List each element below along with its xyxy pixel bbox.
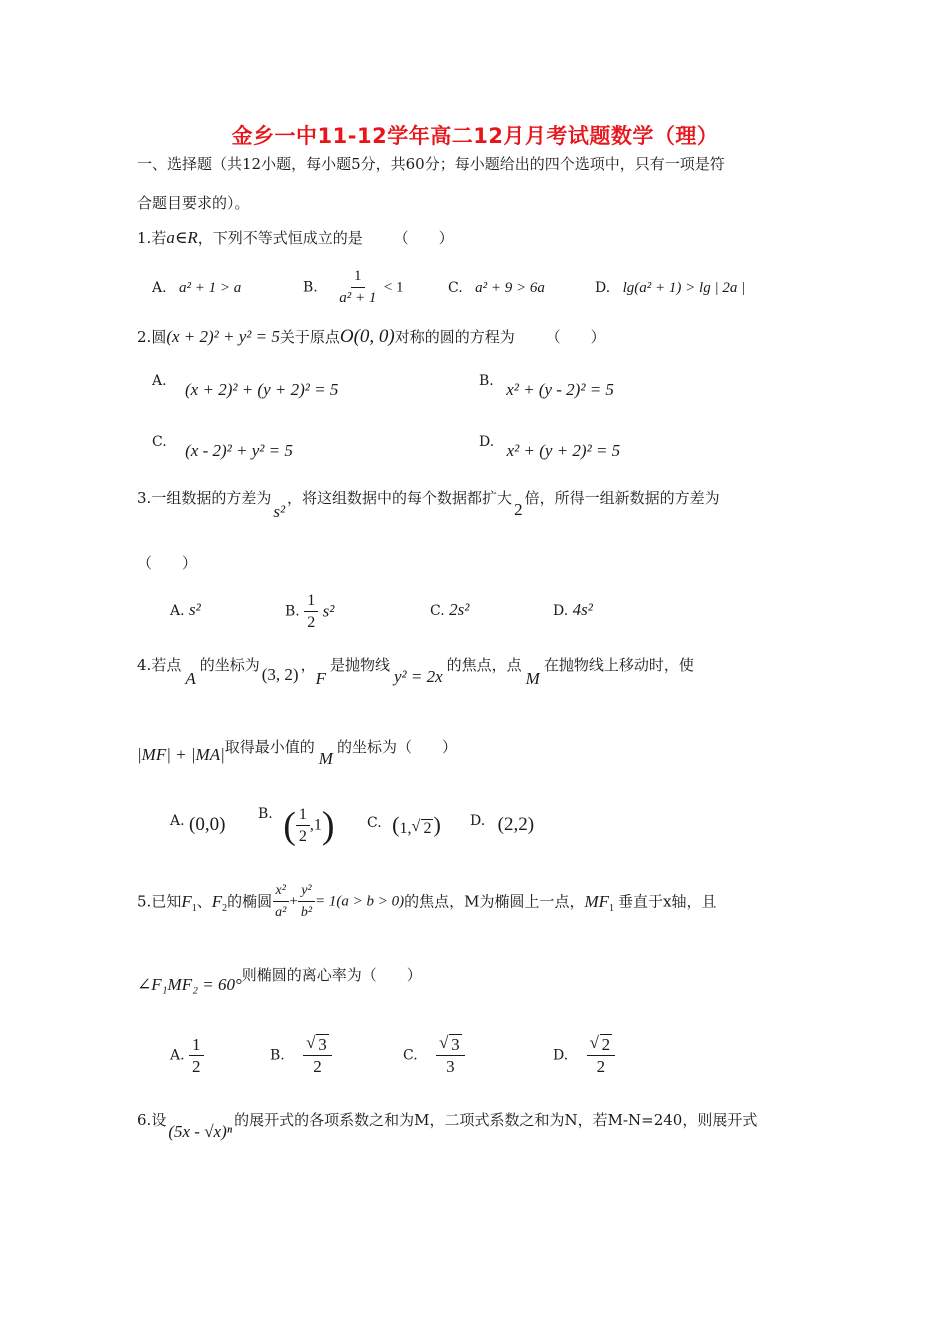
q1-option-b [303,266,404,309]
option-label: C. [448,280,463,296]
fraction-y: $\frac{\text{y²}}{\text{b²}}$ [298,880,315,923]
denominator: 2 [313,1057,322,1076]
q4-text2: 的坐标为 [199,656,260,674]
q5-f2: $F_2$ [211,891,228,914]
option-label: D. [479,434,495,450]
right-paren: ) [433,812,441,837]
option-math: s² [189,600,201,619]
fraction [304,590,318,633]
q3-answer-paren: （ ） [137,554,198,572]
q2-option-d [479,431,621,460]
q5-sep: 、 [196,892,212,911]
q2-mid: 关于原点 [279,328,340,346]
option-pre: 1, [399,820,412,837]
option-math: (0,0) [189,814,226,835]
q4-text6: 取得最小值的 [224,738,315,756]
option-label: A. [170,603,185,619]
q4-option-c [367,810,441,837]
q6-text2: 的展开式的各项系数之和为M，二项式系数之和为N，若M-N=240，则展开式 [234,1111,758,1129]
q5-text3: 的焦点，M为椭圆上一点， [404,892,585,911]
q1-pre: 若 [151,229,167,247]
q3-option-a [170,600,201,621]
q5-option-b [270,1034,332,1077]
option-label: B. [258,806,273,822]
question-1 [137,228,454,248]
fraction [303,1034,332,1077]
option-label: D. [553,603,569,619]
q4-focus: F [315,669,326,688]
option-tail: ,1 [309,816,322,834]
option-label: D. [470,813,486,829]
q1-option-a [152,278,241,298]
q4-point-m2: M [318,749,333,768]
option-label: C. [430,603,445,619]
denominator: 3 [446,1057,455,1076]
sqrt-symbol: √ [439,1033,449,1052]
question-5-line2 [137,965,422,994]
q2-option-a [152,370,339,399]
question-4 [137,655,815,688]
numerator: 1 [351,266,365,288]
q4-number: 4. [137,656,152,674]
q6-number: 6. [137,1111,152,1129]
denominator: 2 [307,614,316,631]
q1-option-d [595,278,745,298]
q4-text3: 是抛物线 [329,656,390,674]
q4-option-b [258,804,335,847]
numerator: 1 [304,590,318,612]
q1-option-c [448,278,545,298]
q5-equation-tail: = 1(a > b > 0) [315,893,405,910]
left-paren: ( [392,812,400,837]
q5-option-a [170,1034,204,1077]
denominator: 2 [596,1057,606,1076]
left-paren: ( [283,804,296,847]
q3-option-b [285,590,334,633]
option-label: C. [403,1047,418,1064]
q4-parabola: y² = 2x [393,667,443,686]
option-label: C. [152,434,167,450]
fraction-x: $\frac{\text{x²}}{\text{a²}}$ [272,880,289,923]
option-math: (2,2) [497,814,535,835]
q3-text1: 一组数据的方差为 [151,489,272,507]
q3-variance: s² [273,502,286,521]
q2-answer-paren: （ ） [545,328,606,346]
option-label: C. [367,815,382,831]
question-6 [137,1110,758,1141]
option-math: x² + (y + 2)² = 5 [506,441,621,460]
fraction [436,1034,465,1077]
radicand: 3 [318,1035,327,1054]
numerator [303,1034,332,1056]
q4-point-m: M [525,669,540,688]
q3-option-d [553,600,593,621]
option-math: (x - 2)² + y² = 5 [185,441,293,460]
q4-expression: |MF| + |MA| [137,745,225,764]
q5-text2: 的椭圆 [227,892,273,911]
option-label: A. [170,813,185,829]
q6-text1: 设 [151,1111,167,1129]
q4-option-d [470,810,535,835]
q4-text4: 的焦点，点 [446,656,522,674]
option-label: B. [270,1047,285,1064]
fraction [587,1034,616,1077]
q3-text3: 倍，所得一组新数据的方差为 [524,489,720,507]
option-label: D. [595,280,611,296]
option-math: a² + 9 > 6a [475,280,545,296]
q2-option-c [152,431,293,460]
q3-option-c [430,600,469,621]
sqrt [411,819,433,839]
radicand: 2 [423,820,432,837]
q1-answer-paren: （ ） [393,229,454,247]
q5-option-d [553,1034,615,1077]
q2-text: 对称的圆的方程为 [394,328,515,346]
q4-comma: ， [300,656,316,674]
sqrt-symbol: √ [411,818,421,835]
q5-text5: 则椭圆的离心率为（ ） [241,966,422,984]
numerator [587,1034,616,1056]
q5-text4: 垂直于x轴，且 [618,892,717,911]
q4-text7: 的坐标为（ ） [336,738,457,756]
option-label: B. [285,603,300,620]
sqrt-symbol: √ [589,1033,599,1052]
option-label: D. [553,1047,569,1064]
option-tail: s² [322,601,335,621]
q4-text5: 在抛物线上移动时，使 [543,656,694,674]
sqrt [439,1034,462,1055]
question-2 [137,327,606,347]
q5-mf1: $MF_1$ [584,891,615,914]
q2-number: 2. [137,328,152,346]
q5-option-c [403,1034,465,1077]
question-5: 5.已知$F_1$、$F_2$的椭圆 $\frac{\text{x²}}{\text{a²}}$ + $\frac{\text{y²}}{\text{b²}}$ = 1(a > b > 0)的焦点，M为椭圆上一点，$MF_1$ 垂直于x轴，且 [137,880,815,923]
option-label: A. [170,1047,185,1064]
q4-coordinate: (3, 2) [261,665,299,684]
q1-condition: a∈R [166,228,198,247]
option-math: 2s² [449,600,470,619]
q2-pre: 圆 [151,328,167,346]
option-label: B. [479,373,494,389]
q5-angle: ∠F₁MF₂ = 60° [137,975,242,994]
denominator: a² + 1 [339,290,377,306]
numerator: 1 [189,1034,204,1056]
q3-number: 3. [137,489,152,507]
q3-factor: 2 [514,500,523,519]
question-4-line2 [137,737,457,768]
denominator: 2 [192,1057,201,1076]
fraction [296,804,310,847]
q1-text: ，下列不等式恒成立的是 [197,229,363,247]
q5-number: 5. [137,892,152,911]
option-math: lg(a² + 1) > lg | 2a | [622,280,746,296]
fraction [336,266,379,309]
q3-text2: ，将这组数据中的每个数据都扩大 [287,489,513,507]
radicand: 3 [451,1035,460,1054]
q4-point-a: A [185,669,196,688]
q1-number: 1. [137,229,152,247]
q5-f1: $F_1$ [181,891,197,914]
option-math: a² + 1 > a [179,280,242,296]
q2-point: O(0, 0) [339,326,395,347]
option-math: 4s² [572,600,593,619]
option-label: A. [152,280,167,296]
numerator: 1 [296,804,310,826]
sqrt-symbol: √ [306,1033,316,1052]
denominator: 2 [298,828,307,845]
q2-option-b [479,370,614,399]
sqrt [306,1034,329,1055]
option-math: x² + (y - 2)² = 5 [506,380,614,399]
section-heading-line2: 合题目要求的）。 [137,194,250,212]
q4-option-a [170,810,226,835]
fraction [189,1034,204,1077]
option-math: (x + 2)² + (y + 2)² = 5 [185,380,339,399]
right-paren: ) [321,804,335,847]
q4-text1: 若点 [151,656,182,674]
sqrt [590,1034,613,1055]
option-label: B. [303,279,318,296]
section-heading-line1: 一、选择题（共12小题，每小题5分，共60分；每小题给出的四个选项中，只有一项是符 [137,155,725,173]
question-3 [137,488,720,521]
q5-text1: 已知 [151,892,182,911]
option-tail: < 1 [383,279,404,296]
radicand: 2 [601,1035,611,1054]
q2-equation: (x + 2)² + y² = 5 [166,327,280,346]
option-label: A. [152,373,167,389]
page-title: 金乡一中11-12学年高二12月月考试题数学（理） [231,124,719,148]
q6-expression: (5x - √x)ⁿ [168,1122,233,1141]
numerator [436,1034,465,1056]
